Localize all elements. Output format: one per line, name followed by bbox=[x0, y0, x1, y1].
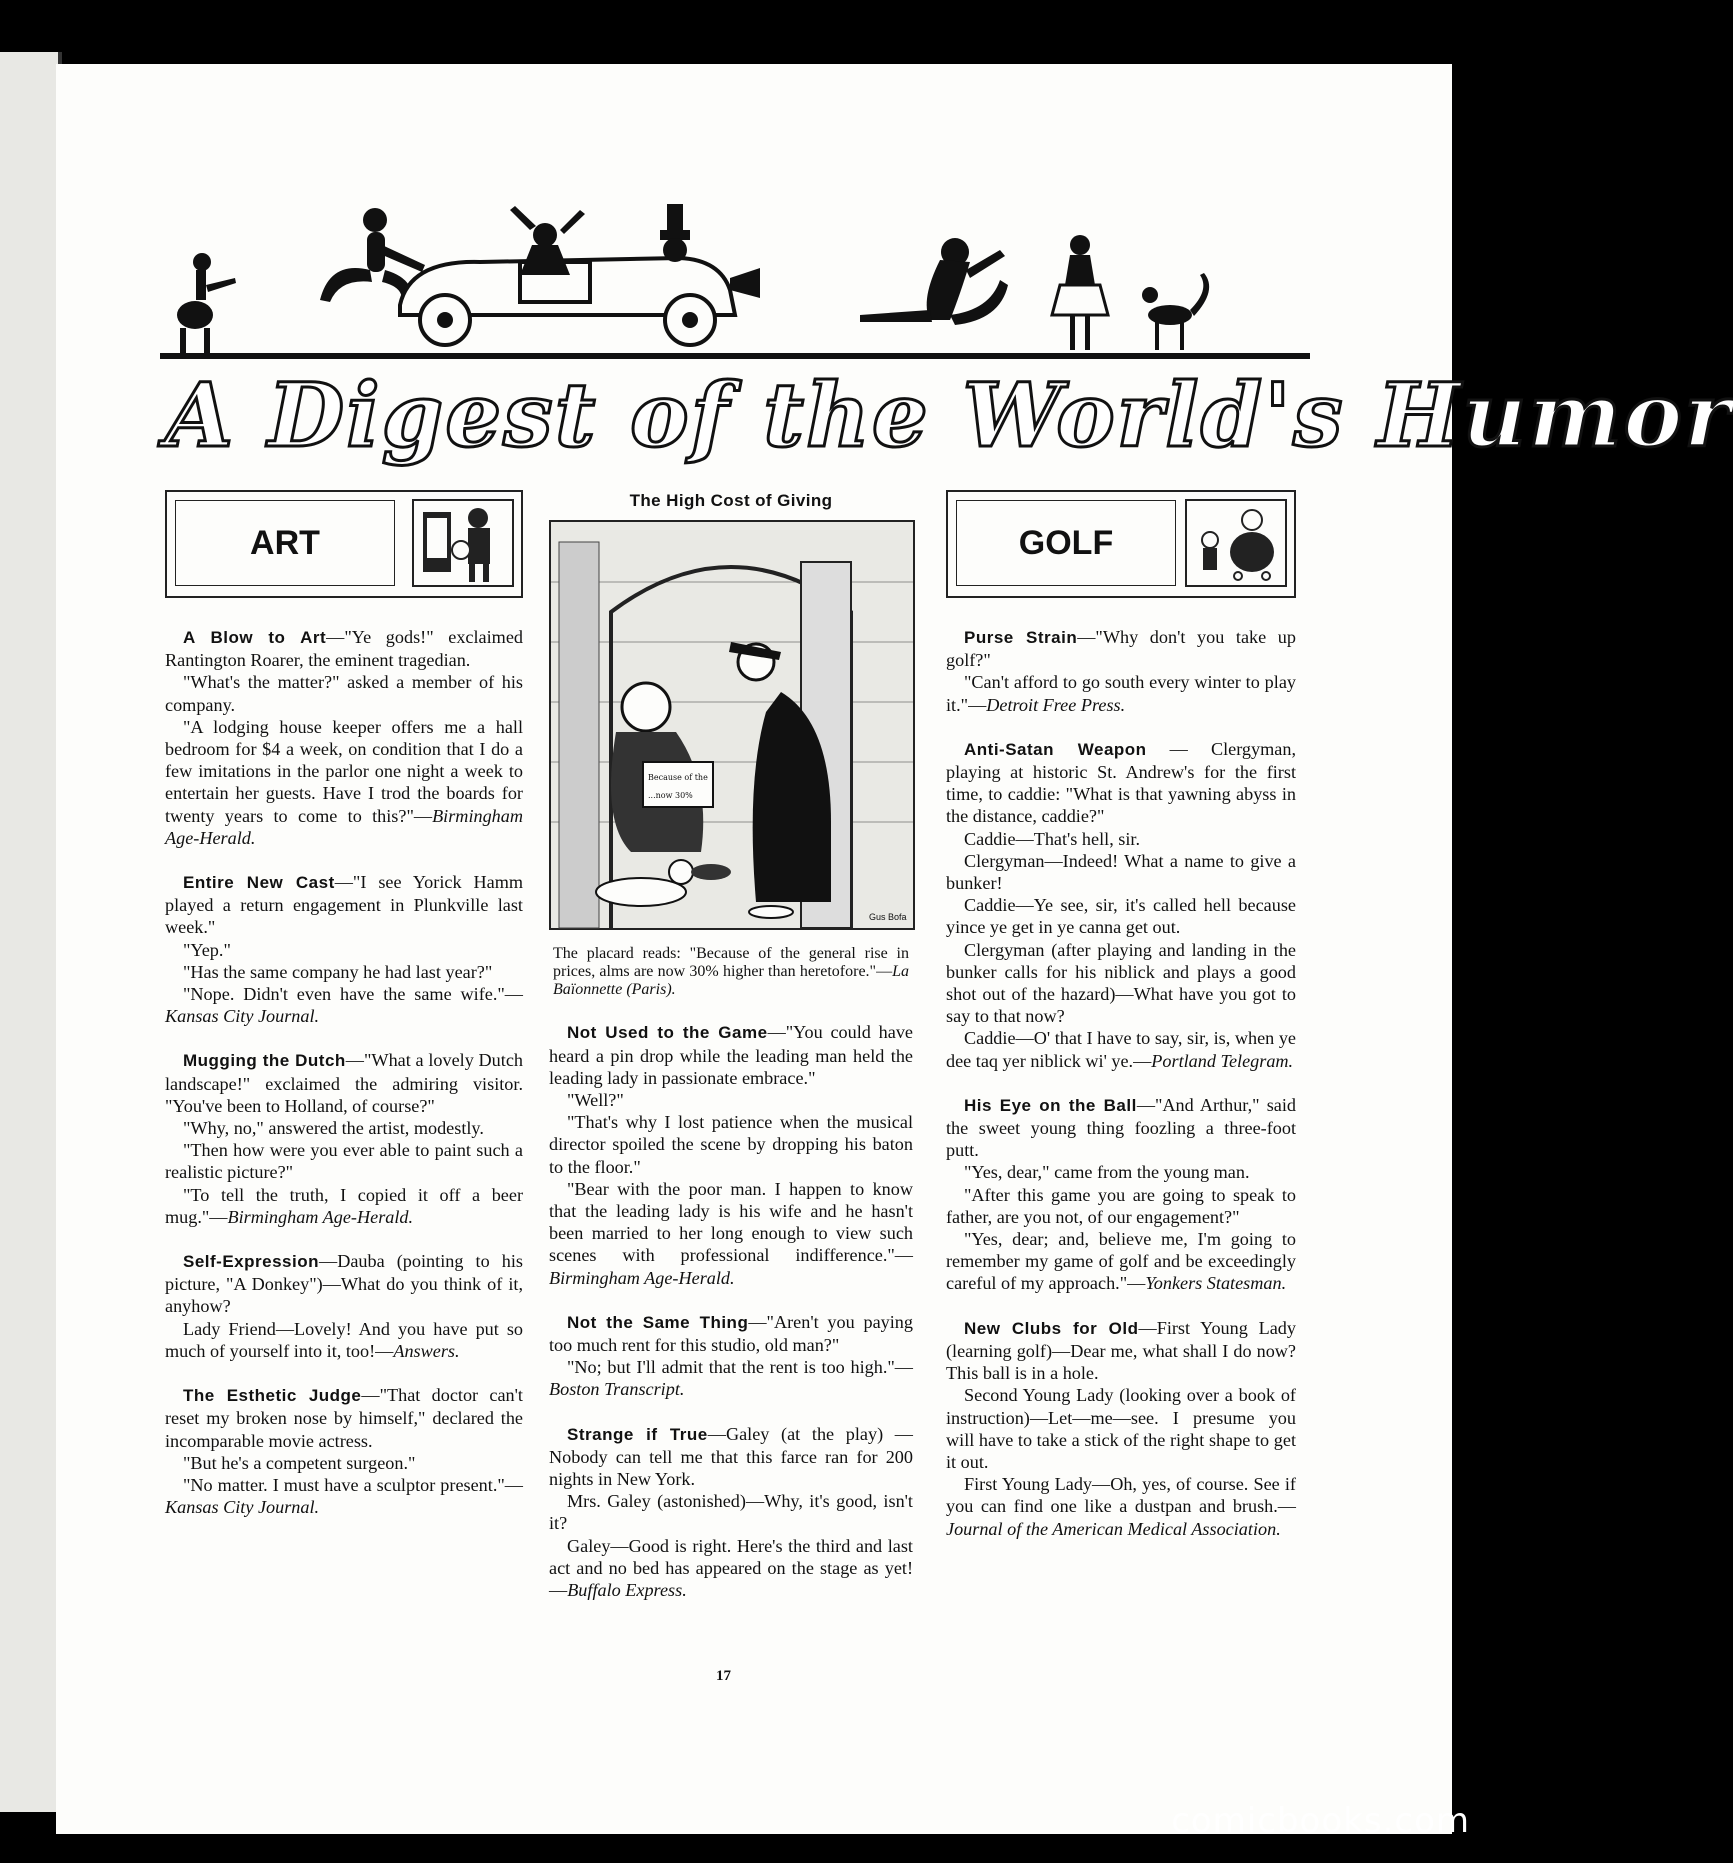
article-text: Mrs. Galey (astonished)—Why, it's good, isn't it? bbox=[549, 1491, 913, 1534]
article-text: "Yes, dear," came from the young man. bbox=[964, 1162, 1250, 1183]
article-source: Portland Telegram. bbox=[1151, 1050, 1294, 1071]
article-text: —"You could have heard a pin drop while the leading man held the leading lady in passionate embrace." bbox=[549, 1022, 913, 1088]
article-paragraph bbox=[165, 1474, 523, 1518]
article-paragraph bbox=[946, 850, 1296, 894]
golf-vignette-illustration bbox=[1186, 500, 1286, 586]
article-text: Second Young Lady (looking over a book of instruction)—Let—me—see. I presume you will have to take a stick of the right shape to get it out. bbox=[946, 1385, 1296, 1472]
article-item bbox=[946, 1317, 1296, 1540]
cartoon-signature: Gus Bofa bbox=[869, 912, 907, 923]
article-headline: Entire New Cast bbox=[183, 873, 335, 893]
article-paragraph bbox=[165, 716, 523, 849]
article-text: Clergyman—Indeed! What a name to give a bunker! bbox=[946, 850, 1296, 894]
golf-section-header bbox=[946, 490, 1296, 598]
article-paragraph bbox=[165, 1452, 523, 1474]
article-paragraph bbox=[165, 1139, 523, 1183]
article-paragraph bbox=[549, 1423, 913, 1491]
article-paragraph bbox=[946, 626, 1296, 671]
article-paragraph bbox=[946, 894, 1296, 938]
article-text: "After this game you are going to speak to father, are you not, of our engagement?" bbox=[946, 1184, 1296, 1227]
article-paragraph bbox=[946, 1473, 1296, 1540]
article-text: "Why, no," answered the artist, modestly. bbox=[183, 1118, 484, 1139]
middle-column bbox=[549, 490, 913, 1623]
article-text: "Yep." bbox=[183, 939, 231, 960]
article-paragraph bbox=[549, 1311, 913, 1356]
article-source: Birmingham Age-Herald. bbox=[165, 805, 523, 848]
article-text: "Can't afford to go south every winter to play it."— bbox=[946, 672, 1296, 715]
article-paragraph bbox=[165, 1250, 523, 1318]
article-paragraph bbox=[165, 939, 523, 961]
article-paragraph bbox=[165, 1318, 523, 1362]
art-column bbox=[165, 490, 523, 1540]
article-item bbox=[165, 1384, 523, 1518]
article-headline: Not Used to the Game bbox=[567, 1023, 768, 1043]
article-text: —"That doctor can't reset my broken nose by himself," declared the incomparable movie actress. bbox=[165, 1385, 523, 1451]
article-item bbox=[946, 626, 1296, 716]
article-source: Boston Transcript. bbox=[549, 1379, 685, 1400]
article-paragraph bbox=[165, 1049, 523, 1117]
article-paragraph bbox=[946, 939, 1296, 1028]
article-paragraph bbox=[946, 1228, 1296, 1295]
article-paragraph bbox=[549, 1111, 913, 1178]
article-text: "Yes, dear; and, believe me, I'm going to remember my game of golf and be exceedingly careful of my approach."— bbox=[946, 1229, 1296, 1294]
article-paragraph bbox=[549, 1178, 913, 1289]
article-text: "But he's a competent surgeon." bbox=[183, 1452, 416, 1473]
article-paragraph bbox=[549, 1535, 913, 1602]
article-paragraph bbox=[165, 1184, 523, 1228]
art-vignette-illustration bbox=[413, 500, 513, 586]
article-source: Journal of the American Medical Association. bbox=[946, 1518, 1281, 1539]
article-item bbox=[165, 1250, 523, 1362]
placard-text: ...now 30% bbox=[648, 791, 693, 801]
article-source: Buffalo Express. bbox=[567, 1580, 687, 1601]
article-paragraph bbox=[165, 626, 523, 671]
article-headline: A Blow to Art bbox=[183, 628, 327, 647]
article-text: Caddie—That's hell, sir. bbox=[964, 828, 1141, 849]
article-text: "What's the matter?" asked a member of his company. bbox=[165, 672, 523, 715]
article-paragraph bbox=[946, 1027, 1296, 1071]
article-text: "Has the same company he had last year?" bbox=[183, 961, 493, 982]
art-section-header bbox=[165, 490, 523, 598]
golf-column bbox=[946, 490, 1296, 1562]
golf-section-label: GOLF bbox=[956, 500, 1176, 586]
article-text: "A lodging house keeper offers me a hall bedroom for $4 a week, on condition that I do a few imitations in the parlor one night a week to entertain her guests. Have I trod the boards for twenty years to come to this?"— bbox=[165, 716, 523, 826]
article-text: —"I see Yorick Hamm played a return engagement in Plunkville last week." bbox=[165, 872, 523, 938]
art-items bbox=[165, 626, 523, 1518]
article-item bbox=[946, 738, 1296, 1072]
cartoon-caption bbox=[553, 945, 909, 999]
golf-items bbox=[946, 626, 1296, 1540]
article-item bbox=[549, 1021, 913, 1288]
cartoon-title: The High Cost of Giving bbox=[629, 491, 833, 510]
page-number: 17 bbox=[716, 1668, 731, 1684]
article-headline: New Clubs for Old bbox=[964, 1318, 1139, 1338]
article-headline: Purse Strain bbox=[964, 628, 1078, 647]
article-source: Birmingham Age-Herald. bbox=[227, 1206, 414, 1227]
article-headline: His Eye on the Ball bbox=[964, 1095, 1137, 1115]
article-source: Detroit Free Press. bbox=[986, 694, 1126, 715]
site-watermark: comicbooks.com bbox=[1171, 1801, 1470, 1841]
article-text: —Dauba (pointing to his picture, "A Donkey")—What do you think of it, anyhow? bbox=[165, 1251, 523, 1317]
article-paragraph bbox=[946, 738, 1296, 828]
article-paragraph bbox=[946, 1317, 1296, 1385]
article-source: Kansas City Journal. bbox=[165, 1006, 320, 1027]
article-text: —"Ye gods!" exclaimed Rantington Roarer, the eminent tragedian. bbox=[165, 627, 523, 671]
cartoon-caption-text: The placard reads: "Because of the general rise in prices, alms are now 30% higher than heretofore."— bbox=[553, 945, 909, 981]
cartoon-caption-source: La Baïonnette (Paris). bbox=[553, 963, 909, 999]
facing-page-edge bbox=[0, 52, 62, 1812]
article-text: —First Young Lady (learning golf)—Dear me, what shall I do now? This ball is in a hole. bbox=[946, 1317, 1296, 1384]
article-paragraph bbox=[549, 1089, 913, 1111]
article-text: "Then how were you ever able to paint such a realistic picture?" bbox=[165, 1140, 523, 1183]
article-text: "Well?" bbox=[567, 1090, 624, 1111]
masthead-title: A Digest of the World's Humor bbox=[165, 363, 1733, 467]
article-headline: Anti-Satan Weapon bbox=[964, 739, 1147, 759]
article-paragraph bbox=[946, 1161, 1296, 1183]
article-item bbox=[549, 1311, 913, 1401]
article-source: Answers. bbox=[393, 1340, 460, 1361]
article-item bbox=[549, 1423, 913, 1602]
article-text: Lady Friend—Lovely! And you have put so much of yourself into it, too!— bbox=[165, 1318, 523, 1361]
article-item bbox=[165, 871, 523, 1027]
article-source: Kansas City Journal. bbox=[165, 1497, 320, 1518]
article-paragraph bbox=[549, 1356, 913, 1400]
article-paragraph bbox=[946, 828, 1296, 850]
article-text: "To tell the truth, I copied it off a beer mug."— bbox=[165, 1184, 523, 1227]
cartoon-illustration bbox=[549, 520, 915, 930]
article-item bbox=[946, 1094, 1296, 1295]
article-text: "Bear with the poor man. I happen to know that the leading lady is his wife and he hasn't been married to her long enough to view such scenes with professional indifference."— bbox=[549, 1178, 913, 1266]
article-paragraph bbox=[165, 871, 523, 939]
article-headline: Strange if True bbox=[567, 1424, 708, 1444]
article-text: —"And Arthur," said the sweet young thing foozling a three-foot putt. bbox=[946, 1094, 1296, 1161]
article-headline: The Esthetic Judge bbox=[183, 1386, 362, 1406]
article-headline: Self-Expression bbox=[183, 1252, 319, 1272]
article-paragraph bbox=[946, 1184, 1296, 1228]
article-paragraph bbox=[549, 1490, 913, 1534]
article-paragraph bbox=[165, 671, 523, 715]
article-text: First Young Lady—Oh, yes, of course. See if you can find one like a dustpan and brush.— bbox=[946, 1474, 1296, 1517]
article-paragraph bbox=[165, 983, 523, 1027]
article-source: Yonkers Statesman. bbox=[1145, 1273, 1287, 1294]
article-text: "No matter. I must have a sculptor present."— bbox=[183, 1474, 523, 1495]
article-text: —"Why don't you take up golf?" bbox=[946, 627, 1296, 671]
middle-items bbox=[549, 1021, 913, 1601]
article-paragraph bbox=[946, 671, 1296, 715]
article-text: "Nope. Didn't even have the same wife."— bbox=[183, 984, 523, 1005]
article-paragraph bbox=[165, 1117, 523, 1139]
article-source: Birmingham Age-Herald. bbox=[549, 1267, 735, 1288]
article-text: — Clergyman, playing at historic St. Andrew's for the first time, to caddie: "What is that yawning abyss in the distance, caddie?" bbox=[946, 738, 1296, 827]
article-text: —Galey (at the play) —Nobody can tell me that this farce ran for 200 nights in New York. bbox=[549, 1423, 913, 1490]
article-paragraph bbox=[165, 1384, 523, 1452]
banner-illustration bbox=[160, 190, 1310, 365]
article-item bbox=[165, 1049, 523, 1228]
article-paragraph bbox=[549, 1021, 913, 1089]
article-text: Galey—Good is right. Here's the third and last act and no bed has appeared on the stage as yet!— bbox=[549, 1535, 913, 1601]
article-headline: Not the Same Thing bbox=[567, 1312, 749, 1332]
article-text: "That's why I lost patience when the musical director spoiled the scene by dropping his baton to the floor." bbox=[549, 1112, 913, 1177]
article-text: —"What a lovely Dutch landscape!" exclaimed the admiring visitor. "You've been to Holland, of course?" bbox=[165, 1050, 523, 1116]
article-text: Caddie—O' that I have to say, sir, is, when ye dee taq yer niblick wi' ye.— bbox=[946, 1028, 1296, 1071]
article-paragraph bbox=[165, 961, 523, 983]
article-text: Caddie—Ye see, sir, it's called hell because yince ye get in ye canna get out. bbox=[946, 895, 1296, 938]
svg-text:Because of the: Because of the bbox=[648, 773, 708, 783]
art-section-label: ART bbox=[175, 500, 395, 586]
article-paragraph bbox=[946, 1094, 1296, 1162]
article-paragraph bbox=[946, 1384, 1296, 1473]
article-text: Clergyman (after playing and landing in the bunker calls for his niblick and plays a good shot out of the hazard)—What have you got to say to that now? bbox=[946, 939, 1296, 1027]
article-headline: Mugging the Dutch bbox=[183, 1051, 346, 1071]
article-text: "No; but I'll admit that the rent is too high."— bbox=[567, 1357, 913, 1378]
article-text: —"Aren't you paying too much rent for this studio, old man?" bbox=[549, 1311, 913, 1356]
article-item bbox=[165, 626, 523, 849]
